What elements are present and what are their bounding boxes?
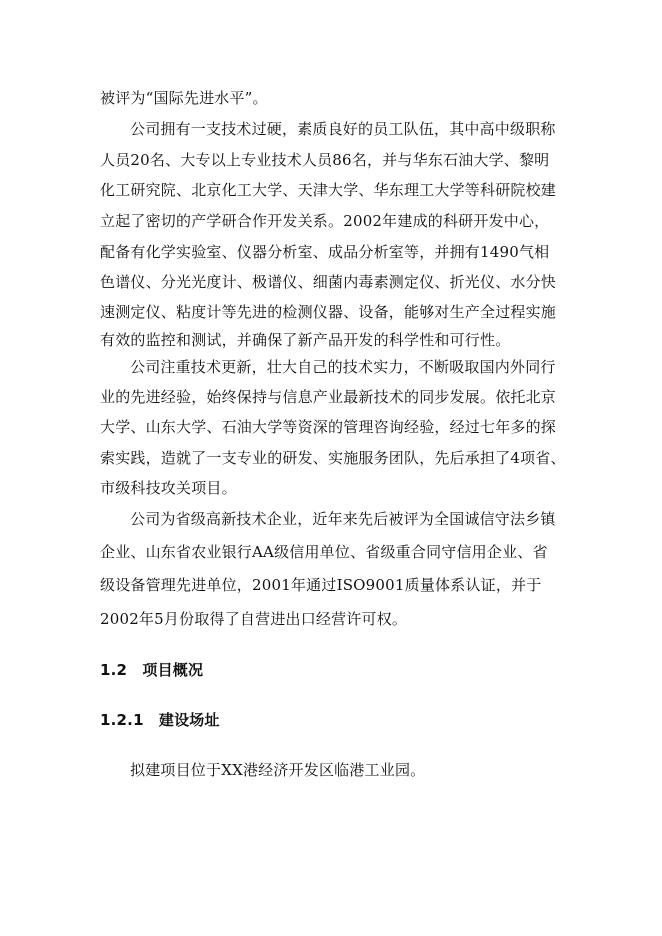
text-line: 被评为“国际先进水平”。 <box>100 89 268 107</box>
text-line: 人员20名、大专以上专业技术人员86名，并与华东石油大学、黎明 <box>100 151 550 169</box>
paragraph-start: 公司为省级高新技术企业，近年来先后被评为全国诚信守法乡镇 <box>130 510 556 528</box>
text-line: 2002年5月份取得了自营进出口经营许可权。 <box>100 610 408 628</box>
paragraph-text: 拟建项目位于XX港经济开发区临港工业园。 <box>130 761 426 779</box>
text-line: 速测定仪、粘度计等先进的检测仪器、设备，能够对生产全过程实施 <box>100 303 557 321</box>
paragraph-start: 公司注重技术更新，壮大自己的技术实力，不断吸取国内外同行 <box>130 358 556 376</box>
text-line: 市级科技攻关项目。 <box>100 479 237 497</box>
text-line: 级设备管理先进单位，2001年通过ISO9001质量体系认证，并于 <box>100 576 542 594</box>
text-line: 有效的监控和测试，并确保了新产品开发的科学性和可行性。 <box>100 331 511 349</box>
text-line: 配备有化学实验室、仪器分析室、成品分析室等，并拥有1490气相 <box>100 243 550 261</box>
text-line: 索实践，造就了一支专业的研发、实施服务团队，先后承担了4项省、 <box>100 449 566 467</box>
subsection-heading: 1.2.1 建设场址 <box>100 711 220 729</box>
text-line: 立起了密切的产学研合作开发关系。2002年建成的科研开发中心， <box>100 212 550 230</box>
text-line: 业的先进经验，始终保持与信息产业最新技术的同步发展。依托北京 <box>100 388 557 406</box>
text-line: 企业、山东省农业银行AA级信用单位、省级重合同守信用企业、省 <box>100 543 548 561</box>
text-line: 色谱仪、分光光度计、极谱仪、细菌内毒素测定仪、折光仪、水分快 <box>100 273 557 291</box>
text-line: 化工研究院、北京化工大学、天津大学、华东理工大学等科研院校建 <box>100 181 557 199</box>
section-heading: 1.2 项目概况 <box>100 661 204 679</box>
text-line: 大学、山东大学、石油大学等资深的管理咨询经验，经过七年多的探 <box>100 418 557 436</box>
paragraph-start: 公司拥有一支技术过硬，素质良好的员工队伍，其中高中级职称 <box>130 120 556 138</box>
